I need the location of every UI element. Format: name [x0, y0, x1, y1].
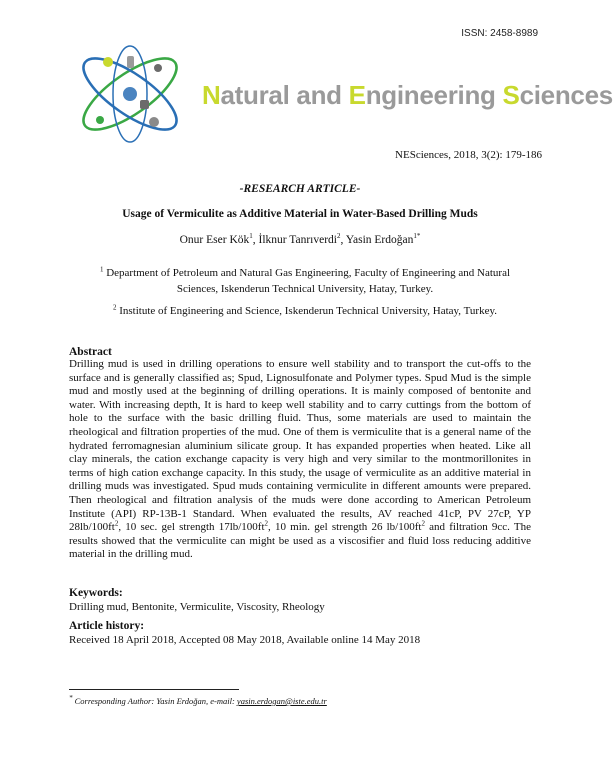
- affiliation-1: $^1$ Department of Petroleum and Natural Gas Engineering, Faculty of Engineering and Natural Sciences, Iskenderun Technical University, Hatay, Turkey.: [99, 265, 511, 295]
- article-title: Usage of Vermiculite as Additive Material in Water-Based Drilling Muds: [122, 208, 478, 220]
- journal-title: Natural and Engineering Sciences: [202, 80, 613, 110]
- logo-dot: [149, 117, 159, 127]
- logo-dot: [154, 64, 162, 72]
- logo-dot: [96, 116, 104, 124]
- history-text: Received 18 April 2018, Accepted 08 May 2018, Available online 14 May 2018: [69, 634, 421, 646]
- journal-logo: [70, 34, 190, 154]
- history-heading: Article history:: [69, 620, 145, 632]
- author-list: Onur Eser Kök$^1$, İlknur Tanrıverdi$^2$, Yasin Erdoğan$^{1*}$: [179, 232, 421, 246]
- logo-gear-icon: [140, 100, 149, 109]
- issn: ISSN: 2458-8989: [461, 28, 538, 39]
- abstract-body: Drilling mud is used in drilling operations to ensure well stability and to transport the cut-offs to the surface and is generally classified as; Spud, Lignosulfonate and Polymer types. Spud Mud is the simple mud and mostly used at the beginning of drilling operations. It is mainly composed of bentonite and water. With increasing depth, It is hard to keep well stability and to carry cuttings from the bottom of hole to the surface with the basic drilling fluid. Thus, some materials are used to maintain the rheological and filtration properties of the mud. One of them is vermiculite that is a general name of the hydrated ferromagnesian aluminium silicate group. It has expanded properties when heated. Like all clay minerals, the cation exchange capacity is very high and very similar to the montmorillonites in terms of high cation exchange capacity. In this study, the usage of vermiculite as an additive material in drilling muds was investigated. Spud muds containing vermiculite in different amounts were prepared. Then rheological and filtration analysis of the muds were done according to American Petroleum Institute (API) RP-13B-1 Standard. When evaluated the results, AV reached 41cP, PV 27cP, YP $28lb/100ft^2$, 10 sec. gel strength $17lb/100ft^2$, 10 min. gel strength 26 $lb/100ft^2$ and filtration 9cc. The results showed that the vermiculite can might be used as a viscosifier and fluid loss reducing additive material in the drilling mud.: [69, 358, 531, 561]
- keywords-text: Drilling mud, Bentonite, Vermiculite, Viscosity, Rheology: [69, 601, 325, 613]
- footnote-divider: [69, 689, 239, 690]
- author-name: Yasin Erdoğan: [345, 234, 414, 246]
- article-type: -RESEARCH ARTICLE-: [239, 183, 361, 195]
- citation: NESciences, 2018, 3(2): 179-186: [395, 149, 542, 161]
- abstract-heading: Abstract: [69, 346, 112, 358]
- logo-nucleus: [123, 87, 137, 101]
- logo-dot: [103, 57, 113, 67]
- author-email-link[interactable]: yasin.erdogan@iste.edu.tr: [236, 696, 327, 706]
- keywords-heading: Keywords:: [69, 587, 123, 599]
- author-name: Onur Eser Kök: [179, 234, 250, 246]
- affiliation-2: $^2$ Institute of Engineering and Science, Iskenderun Technical University, Hatay, Turkey.: [112, 303, 498, 317]
- corresponding-author-footnote: * Corresponding Author: Yasin Erdoğan, e-mail: yasin.erdogan@iste.edu.tr: [69, 694, 327, 706]
- author-name: İlknur Tanrıverdi: [258, 234, 338, 246]
- logo-flask-icon: [127, 56, 134, 68]
